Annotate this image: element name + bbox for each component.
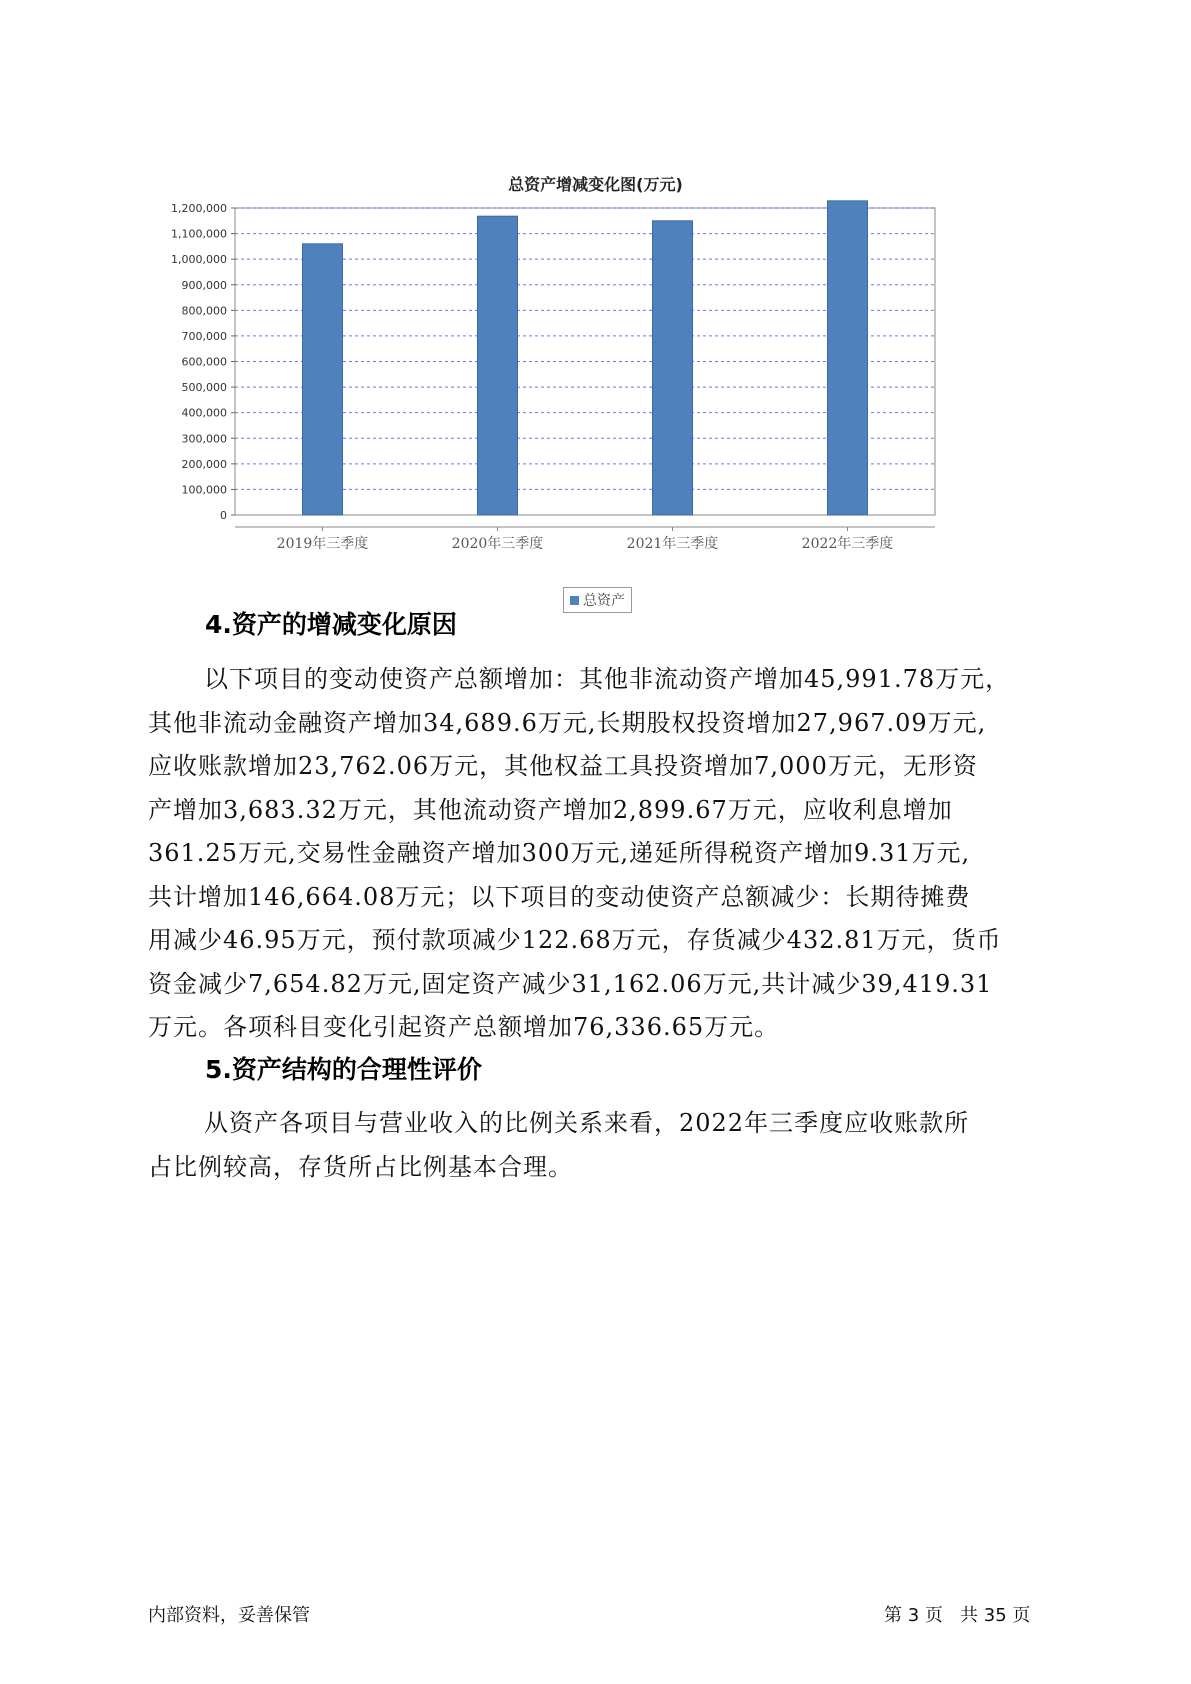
section-4-heading: 4.资产的增减变化原因: [205, 610, 457, 639]
paragraph-line: 占比例较高，存货所占比例基本合理。: [148, 1152, 573, 1181]
x-tick-label: 2020年三季度: [451, 536, 544, 550]
paragraph-line: 万元。各项科目变化引起资产总额增加76,336.65万元。: [148, 1013, 780, 1041]
bar-total-assets: [828, 201, 868, 515]
paragraph-line: 共计增加146,664.08万元；以下项目的变动使资产总额减少：长期待摊费: [148, 882, 971, 911]
section-5-heading: 5.资产结构的合理性评价: [205, 1055, 482, 1084]
y-tick-label: 800,000: [181, 304, 227, 318]
paragraph-line: 应收账款增加23,762.06万元，其他权益工具投资增加7,000万元，无形资: [148, 752, 978, 780]
paragraph-line: 用减少46.95万元，预付款项减少122.68万元，存货减少432.81万元，货币: [148, 926, 1002, 954]
section-5-paragraph: [148, 1102, 1078, 1189]
chart-legend: [563, 587, 632, 613]
y-tick-label: 600,000: [181, 355, 227, 369]
paragraph-line: 产增加3,683.32万元，其他流动资产增加2,899.67万元，应收利息增加: [148, 795, 953, 824]
x-tick-label: 2021年三季度: [626, 536, 719, 550]
y-tick-label: 1,000,000: [171, 253, 227, 267]
paragraph-line: 资金减少7,654.82万元,固定资产减少31,162.06万元,共计减少39,419.31: [148, 969, 993, 998]
paragraph-line: 从资产各项目与营业收入的比例关系来看，2022年三季度应收账款所: [204, 1109, 970, 1137]
footer-page-number: 第 3 页 共 35 页: [884, 1605, 1031, 1626]
footer-left: 内部资料，妥善保管: [148, 1605, 310, 1626]
legend-swatch: [570, 596, 579, 605]
y-tick-label: 0: [220, 509, 227, 522]
bar-total-assets: [653, 221, 693, 515]
legend-label: 总资产: [583, 593, 625, 609]
y-tick-label: 300,000: [181, 432, 227, 446]
y-tick-label: 100,000: [181, 483, 227, 497]
y-tick-label: 400,000: [181, 406, 227, 420]
paragraph-line: 以下项目的变动使资产总额增加：其他非流动资产增加45,991.78万元，: [204, 665, 1011, 693]
y-tick-label: 900,000: [181, 278, 227, 292]
y-tick-label: 700,000: [181, 329, 227, 343]
paragraph-line: 其他非流动金融资产增加34,689.6万元,长期股权投资增加27,967.09万元,: [148, 708, 987, 737]
x-tick-label: 2019年三季度: [276, 536, 369, 550]
bar-total-assets: [478, 216, 518, 515]
chart-title: 总资产增减变化图(万元): [508, 175, 683, 194]
section-4-paragraph: [148, 658, 1078, 1050]
y-tick-label: 200,000: [181, 457, 227, 471]
paragraph-line: 361.25万元,交易性金融资产增加300万元,递延所得税资产增加9.31万元,: [148, 839, 971, 867]
y-tick-label: 500,000: [181, 381, 227, 395]
bar-total-assets: [303, 244, 343, 515]
total-assets-bar-chart: [150, 200, 950, 550]
y-tick-label: 1,200,000: [171, 202, 227, 215]
x-tick-label: 2022年三季度: [801, 536, 894, 550]
y-tick-label: 1,100,000: [171, 227, 227, 241]
